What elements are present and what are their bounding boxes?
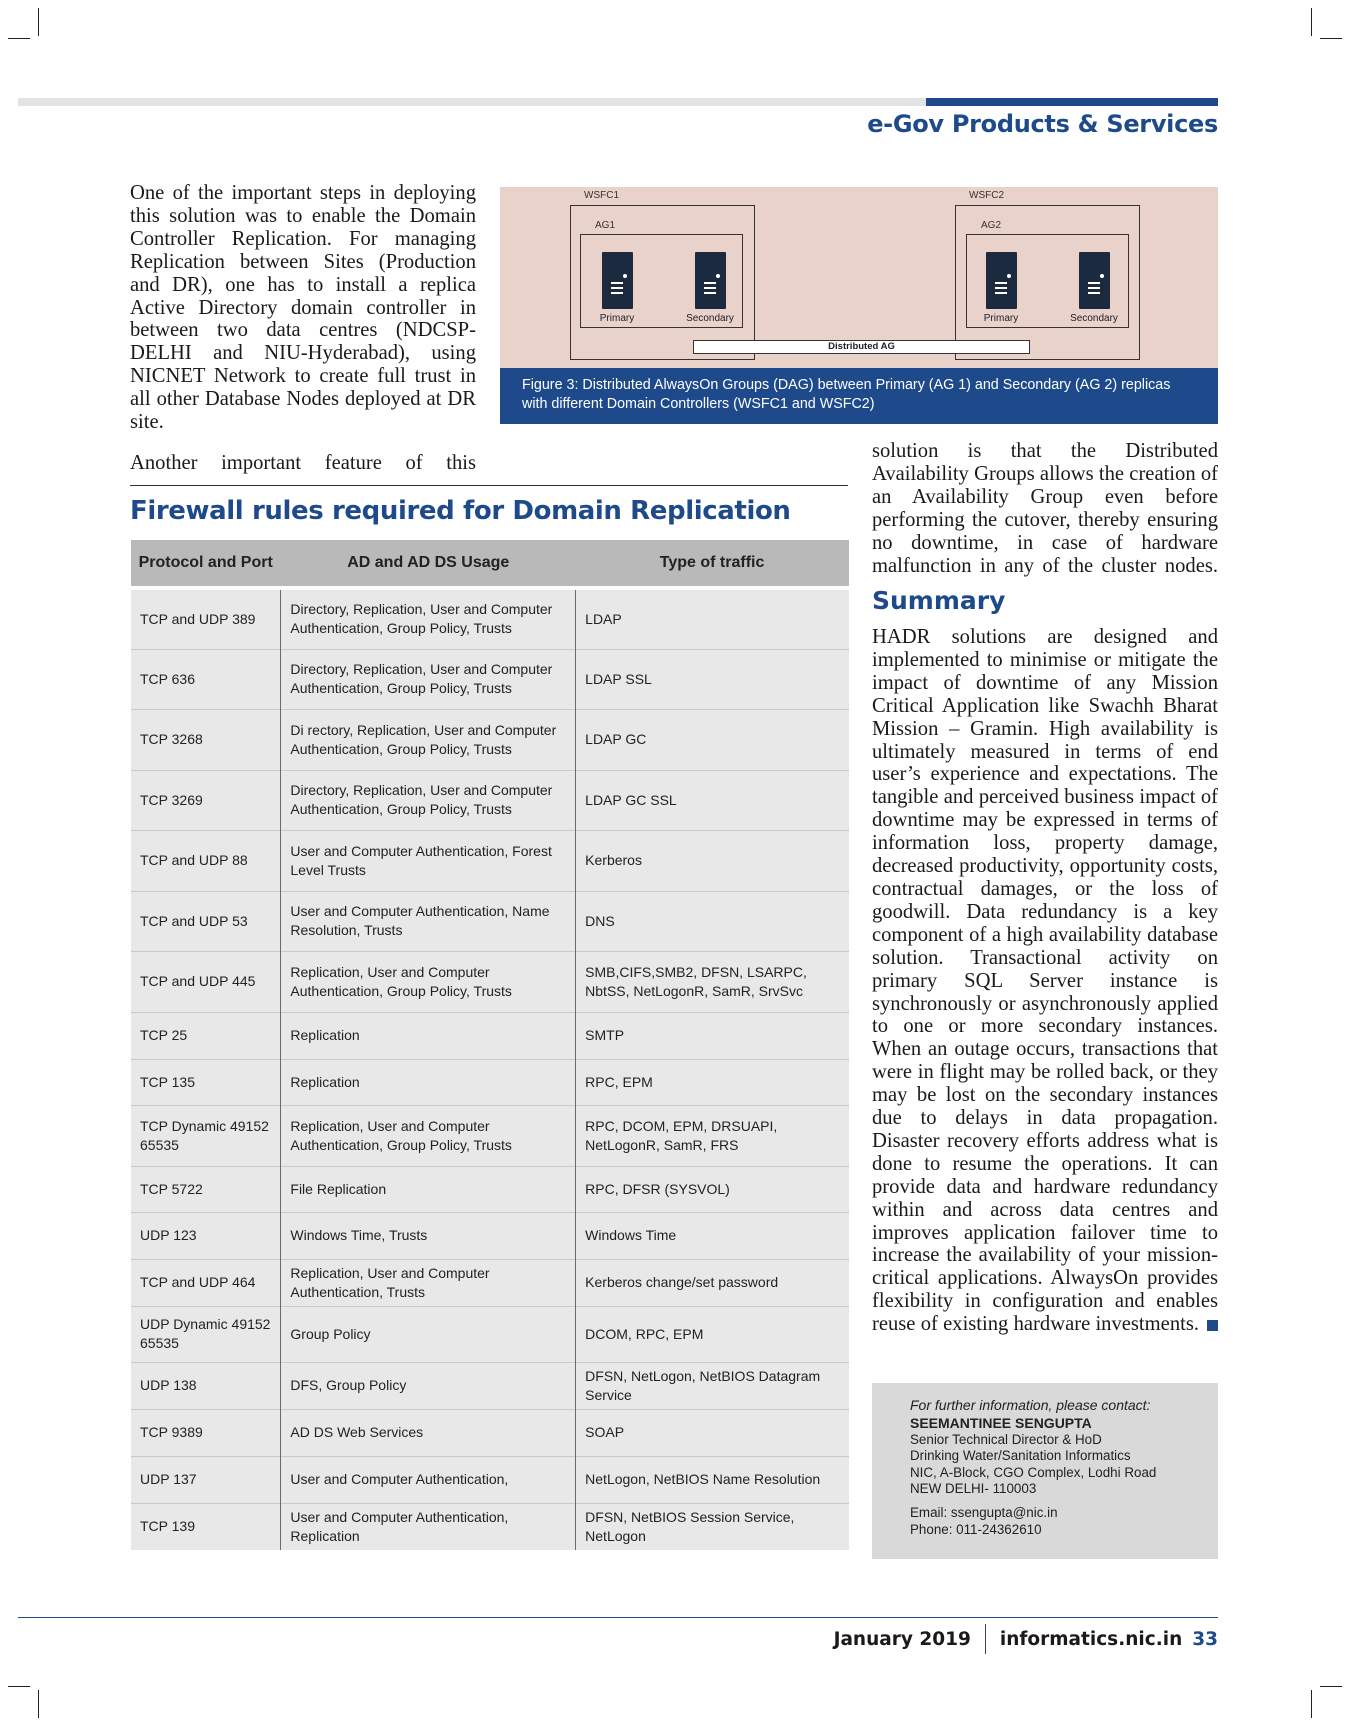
usage-cell: User and Computer Authentication, Replication [281, 1503, 576, 1550]
server-label: Secondary [1070, 313, 1118, 324]
continued-paragraph [872, 440, 1218, 577]
table-row [131, 1306, 849, 1362]
usage-cell: Directory, Replication, User and Computer Authentication, Group Policy, Trusts [281, 770, 576, 830]
contact-address: NIC, A-Block, CGO Complex, Lodhi Road [910, 1464, 1157, 1480]
crop-mark [38, 1690, 39, 1718]
firewall-table [131, 540, 849, 1550]
usage-cell: User and Computer Authentication, Name Resolution, Trusts [281, 891, 576, 951]
summary-paragraph [872, 626, 1218, 1336]
table-row [131, 1409, 849, 1456]
wsfc2-label: WSFC2 [969, 190, 1004, 201]
site-name: informatics.nic.in [999, 1628, 1183, 1650]
table-row [131, 1166, 849, 1212]
footer-separator [985, 1624, 986, 1654]
protocol-cell: TCP Dynamic 49152 65535 [131, 1105, 281, 1166]
section-heading: e-Gov Products & Services [867, 110, 1218, 138]
table-header-row [131, 540, 849, 588]
table-row [131, 1105, 849, 1166]
contact-intro: For further information, please contact: [910, 1397, 1151, 1413]
table-row [131, 951, 849, 1012]
crop-mark [8, 1686, 30, 1687]
end-mark-icon [1207, 1320, 1218, 1331]
protocol-cell: UDP 138 [131, 1362, 281, 1409]
usage-cell: AD DS Web Services [281, 1409, 576, 1456]
traffic-cell: LDAP GC SSL [576, 770, 849, 830]
protocol-cell: TCP 9389 [131, 1409, 281, 1456]
summary-body [872, 626, 1218, 1336]
protocol-cell: TCP and UDP 389 [131, 588, 281, 649]
traffic-cell: DNS [576, 891, 849, 951]
summary-heading: Summary [872, 586, 1006, 615]
contact-city: NEW DELHI- 110003 [910, 1481, 1037, 1497]
usage-cell: Group Policy [281, 1306, 576, 1362]
traffic-cell: NetLogon, NetBIOS Name Resolution [576, 1456, 849, 1503]
traffic-cell: Kerberos [576, 830, 849, 891]
usage-cell: File Replication [281, 1166, 576, 1212]
dag-figure [500, 187, 1218, 424]
usage-cell: Directory, Replication, User and Computer Authentication, Group Policy, Trusts [281, 649, 576, 709]
traffic-cell: RPC, EPM [576, 1059, 849, 1105]
page-number: 33 [1192, 1628, 1218, 1650]
table-row [131, 1059, 849, 1105]
intro-paragraph [130, 182, 476, 434]
protocol-cell: UDP 137 [131, 1456, 281, 1503]
traffic-cell: LDAP GC [576, 709, 849, 770]
server-label: Primary [983, 313, 1019, 324]
traffic-cell: SOAP [576, 1409, 849, 1456]
usage-cell: Replication [281, 1012, 576, 1059]
traffic-cell: SMB,CIFS,SMB2, DFSN, LSARPC, NbtSS, NetLogonR, SamR, SrvSvc [576, 951, 849, 1012]
traffic-cell: RPC, DFSR (SYSVOL) [576, 1166, 849, 1212]
usage-cell: Replication, User and Computer Authentication, Group Policy, Trusts [281, 1105, 576, 1166]
ag2-label: AG2 [981, 220, 1002, 231]
usage-cell: Replication, User and Computer Authentication, Group Policy, Trusts [281, 951, 576, 1012]
continued-text: solution is that the Distributed Availability Groups allows the creation of an Availability Group even before performing the cutover, thereby ensuring no downtime, in case of hardware malfunction in any of the cluster nodes. [872, 440, 1218, 577]
server-icon [1079, 252, 1110, 309]
issue-date: January 2019 [833, 1628, 971, 1650]
intro-text: One of the important steps in deploying this solution was to enable the Domain Controller Replication. For managing Replication between Sites (Production and DR), one has to install a replica Active Directory domain controller in between two data centres (NDCSP-DELHI and NIU-Hyderabad), using NICNET Network to create full trust in all other Database Nodes deployed at DR site. [130, 182, 476, 434]
contact-title: Senior Technical Director & HoD [910, 1431, 1102, 1447]
traffic-cell: DFSN, NetBIOS Session Service, NetLogon [576, 1503, 849, 1550]
usage-cell: DFS, Group Policy [281, 1362, 576, 1409]
server-icon [986, 252, 1017, 309]
usage-cell: Replication, User and Computer Authentication, Trusts [281, 1259, 576, 1306]
contact-phone: Phone: 011-24362610 [910, 1521, 1042, 1537]
column-header: Protocol and Port [131, 540, 281, 588]
protocol-cell: TCP 25 [131, 1012, 281, 1059]
protocol-cell: TCP and UDP 445 [131, 951, 281, 1012]
divider [130, 485, 848, 486]
contact-email: Email: ssengupta@nic.in [910, 1505, 1058, 1521]
table-row [131, 1012, 849, 1059]
crop-mark [8, 38, 30, 39]
traffic-cell: Kerberos change/set password [576, 1259, 849, 1306]
contact-box [872, 1383, 1218, 1559]
protocol-cell: TCP 139 [131, 1503, 281, 1550]
figure-caption: Figure 3: Distributed AlwaysOn Groups (DAG) between Primary (AG 1) and Secondary (AG 2) replicas with different Domain Controllers (WSFC1 and WSFC2) [500, 368, 1218, 424]
traffic-cell: Windows Time [576, 1212, 849, 1259]
server-icon [695, 252, 726, 309]
traffic-cell: DFSN, NetLogon, NetBIOS Datagram Service [576, 1362, 849, 1409]
table-row [131, 709, 849, 770]
usage-cell: Di rectory, Replication, User and Computer Authentication, Group Policy, Trusts [281, 709, 576, 770]
crop-mark [38, 8, 39, 36]
usage-cell: Replication [281, 1059, 576, 1105]
page-footer [834, 1624, 1218, 1654]
usage-cell: User and Computer Authentication, Forest Level Trusts [281, 830, 576, 891]
column-header: Type of traffic [576, 540, 849, 588]
server-icon [602, 252, 633, 309]
protocol-cell: TCP 5722 [131, 1166, 281, 1212]
table-row [131, 1456, 849, 1503]
contact-department: Drinking Water/Sanitation Informatics [910, 1448, 1131, 1464]
summary-text: HADR solutions are designed and implemented to minimise or mitigate the impact of downtime of any Mission Critical Application like Swachh Bharat Mission – Gramin. High availability is ultimately measured in terms of end user’s experience and expectations. The tangible and perceived business impact of downtime may be expressed in terms of information loss, property damage, decreased productivity, opportunity costs, contractual damages, or the loss of goodwill. Data redundancy is a key component of a high availability database solution. Transactional activity on primary SQL Server instance is synchronously or asynchronously applied to one or more secondary instances. When an outage occurs, transactions that were in flight may be rolled back, or they may be lost on the secondary instances due to delays in data propagation. Disaster recovery efforts address what is done to resume the operations. It can provide data and hardware redundancy within and across data centres and improves application failover time to increase the availability of your mission-critical applications. AlwaysOn provides flexibility in configuration and enables reuse of existing hardware investments. [872, 626, 1218, 1336]
server-label: Primary [599, 313, 635, 324]
distributed-ag-label: Distributed AG [693, 340, 1030, 354]
table-row [131, 588, 849, 649]
table-row [131, 770, 849, 830]
header-rule-accent [926, 98, 1218, 106]
traffic-cell: SMTP [576, 1012, 849, 1059]
column-header: AD and AD DS Usage [281, 540, 576, 588]
traffic-cell: RPC, DCOM, EPM, DRSUAPI, NetLogonR, SamR, FRS [576, 1105, 849, 1166]
table-row [131, 1362, 849, 1409]
traffic-cell: LDAP SSL [576, 649, 849, 709]
protocol-cell: TCP and UDP 88 [131, 830, 281, 891]
footer-rule [18, 1617, 1218, 1618]
crop-mark [1311, 1690, 1312, 1718]
usage-cell: Directory, Replication, User and Computer Authentication, Group Policy, Trusts [281, 588, 576, 649]
protocol-cell: TCP 3269 [131, 770, 281, 830]
table-row [131, 1503, 849, 1550]
spacer [910, 1497, 1180, 1505]
protocol-cell: UDP 123 [131, 1212, 281, 1259]
contact-name: SEEMANTINEE SENGUPTA [910, 1415, 1092, 1432]
protocol-cell: TCP 636 [131, 649, 281, 709]
server-label: Secondary [686, 313, 734, 324]
ag1-label: AG1 [595, 220, 616, 231]
crop-mark [1320, 1686, 1342, 1687]
intro-continued: Another important feature of this [130, 452, 476, 474]
traffic-cell: DCOM, RPC, EPM [576, 1306, 849, 1362]
protocol-cell: TCP and UDP 53 [131, 891, 281, 951]
protocol-cell: UDP Dynamic 49152 65535 [131, 1306, 281, 1362]
protocol-cell: TCP and UDP 464 [131, 1259, 281, 1306]
table-row [131, 649, 849, 709]
usage-cell: User and Computer Authentication, [281, 1456, 576, 1503]
crop-mark [1311, 8, 1312, 36]
protocol-cell: TCP 3268 [131, 709, 281, 770]
table-row [131, 1212, 849, 1259]
protocol-cell: TCP 135 [131, 1059, 281, 1105]
table-row [131, 1259, 849, 1306]
crop-mark [1320, 38, 1342, 39]
table-row [131, 830, 849, 891]
usage-cell: Windows Time, Trusts [281, 1212, 576, 1259]
wsfc1-label: WSFC1 [584, 190, 619, 201]
firewall-title: Firewall rules required for Domain Replication [130, 496, 791, 526]
table-row [131, 891, 849, 951]
traffic-cell: LDAP [576, 588, 849, 649]
